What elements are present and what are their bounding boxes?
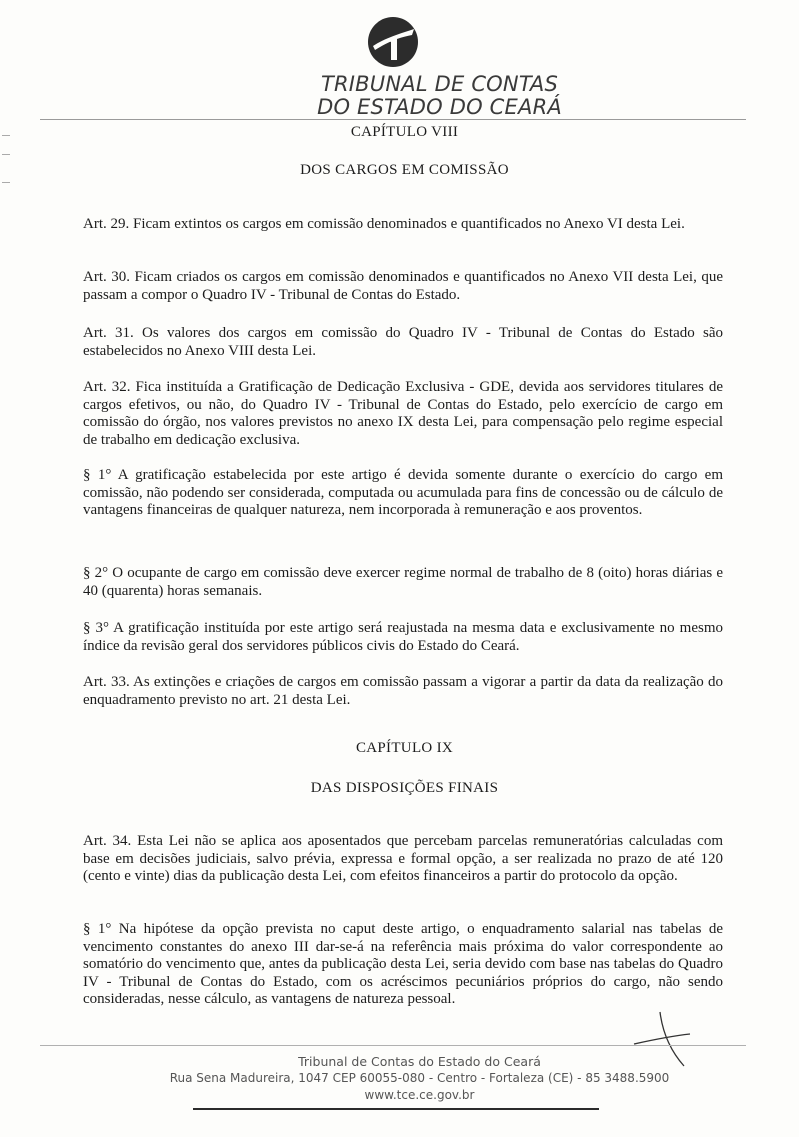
margin-mark (2, 182, 10, 183)
article-33: Art. 33. As extinções e criações de cargos em comissão passam a vigorar a partir da data da realização do enquadramento previsto no art. 21 desta Lei. (83, 674, 723, 708)
chapter-title: CAPÍTULO IX (355, 740, 454, 756)
footer-website: www.tce.ce.gov.br (364, 1088, 475, 1102)
header-divider (40, 119, 746, 120)
chapter-subtitle: DOS CARGOS EM COMISSÃO (300, 162, 509, 178)
tce-logo-icon (367, 16, 419, 68)
footer-divider (40, 1045, 746, 1046)
article-29: Art. 29. Ficam extintos os cargos em comissão denominados e quantificados no Anexo VI desta Lei. (83, 216, 685, 232)
article-31: Art. 31. Os valores dos cargos em comissão do Quadro IV - Tribunal de Contas do Estado são estabelecidos no Anexo VIII desta Lei. (83, 325, 723, 359)
org-name-line2: DO ESTADO DO CEARÁ (317, 95, 562, 119)
chapter-title: CAPÍTULO VIII (350, 124, 459, 140)
article-34: Art. 34. Esta Lei não se aplica aos aposentados que percebam parcelas remuneratórias calculadas com base em decisões judiciais, salvo prévia, expressa e formal opção, a ser realizada no prazo de até 120 (cento e vinte) dias da publicação desta Lei, com efeitos financeiros a partir do protocolo da opção. (83, 833, 723, 884)
org-name-line1: TRIBUNAL DE CONTAS (320, 72, 559, 96)
chapter-subtitle: DAS DISPOSIÇÕES FINAIS (310, 780, 499, 796)
footer-address: Rua Sena Madureira, 1047 CEP 60055-080 - Centro - Fortaleza (CE) - 85 3488.5900 (169, 1071, 670, 1085)
article-34-paragraph-1: § 1° Na hipótese da opção prevista no caput deste artigo, o enquadramento salarial nas tabelas de vencimento constantes do anexo III dar-se-á na referência mais próxima do valor correspondente ao somatório do vencimento que, antes da publicação desta Lei, seria devido com base nas tabelas do Quadro IV - Tribunal de Contas do Estado, com os acréscimos pecuniários próprios do cargo, não sendo consideradas, nesse cálculo, as vantagens de natureza pessoal. (83, 921, 723, 1007)
article-32-paragraph-1: § 1° A gratificação estabelecida por este artigo é devida somente durante o exercício do cargo em comissão, não podendo ser considerada, computada ou acumulada para fins de concessão ou de cálculo de vantagens financeiras de qualquer natureza, nem incorporada à remuneração e aos proventos. (83, 467, 723, 518)
margin-mark (2, 154, 10, 155)
article-32: Art. 32. Fica instituída a Gratificação de Dedicação Exclusiva - GDE, devida aos servidores titulares de cargos efetivos, ou não, do Quadro IV - Tribunal de Contas do Estado, pelo exercício de cargo em comissão do órgão, nos valores previstos no anexo IX desta Lei, para compensação pelo regime especial de trabalho em dedicação exclusiva. (83, 379, 723, 448)
article-32-paragraph-3: § 3° A gratificação instituída por este artigo será reajustada na mesma data e exclusivamente no mesmo índice da revisão geral dos servidores públicos civis do Estado do Ceará. (83, 620, 723, 654)
footer-bottom-rule (193, 1108, 599, 1110)
footer-org: Tribunal de Contas do Estado do Ceará (298, 1054, 541, 1069)
article-32-paragraph-2: § 2° O ocupante de cargo em comissão deve exercer regime normal de trabalho de 8 (oito) horas diárias e 40 (quarenta) horas semanais. (83, 565, 723, 599)
article-30: Art. 30. Ficam criados os cargos em comissão denominados e quantificados no Anexo VII desta Lei, que passam a compor o Quadro IV - Tribunal de Contas do Estado. (83, 269, 723, 303)
